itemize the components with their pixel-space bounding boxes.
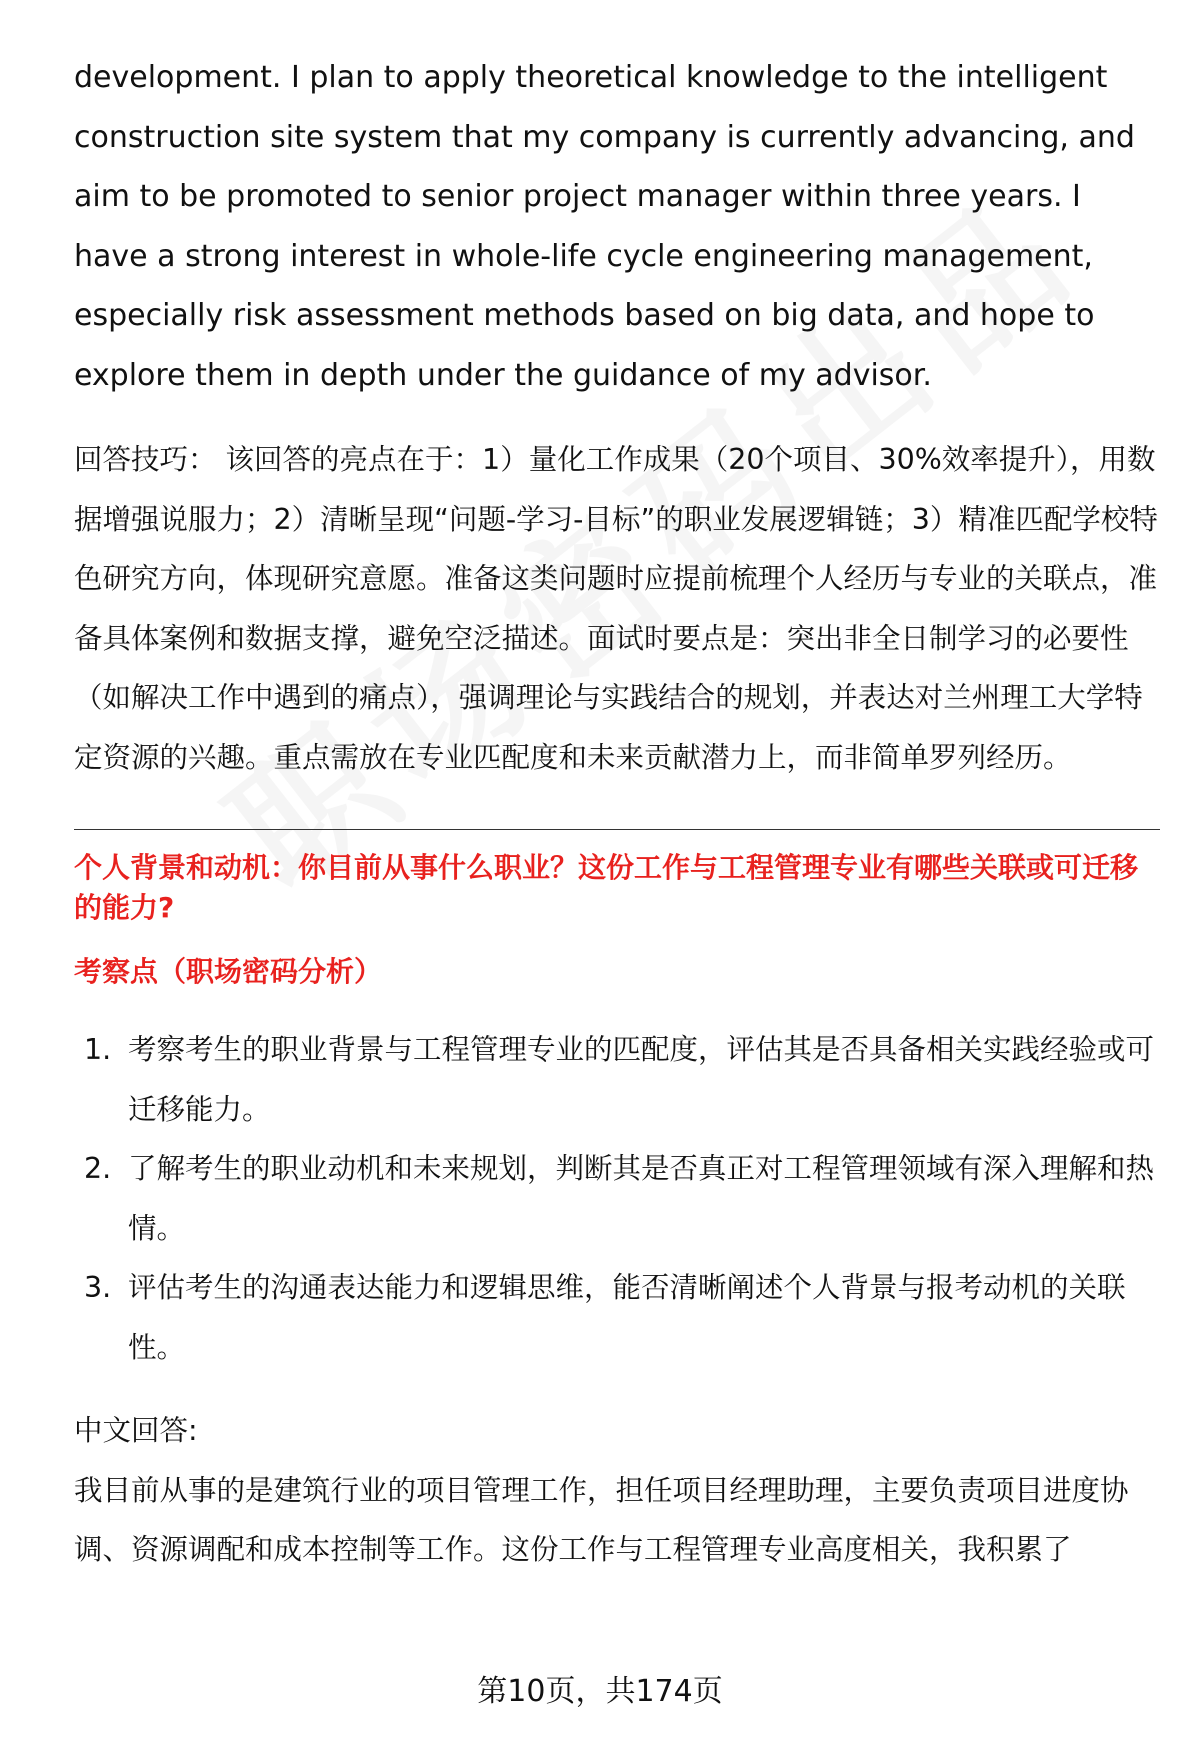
list-item-text: 考察考生的职业背景与工程管理专业的匹配度，评估其是否具备相关实践经验或可迁移能力。 [128,1033,1155,1126]
list-item-text: 评估考生的沟通表达能力和逻辑思维，能否清晰阐述个人背景与报考动机的关联性。 [128,1271,1126,1364]
page-content [74,48,1160,1580]
answer-tip-paragraph: 回答技巧： 该回答的亮点在于：1）量化工作成果（20个项目、30%效率提升），用数据增强说服力；2）清晰呈现“问题-学习-目标”的职业发展逻辑链；3）精准匹配学校特色研究方向，体现研究意愿。准备这类问题时应提前梳理个人经历与专业的关联点，准备具体案例和数据支撑，避免空泛描述。面试时要点是：突出非全日制学习的必要性（如解决工作中遇到的痛点），强调理论与实践结合的规划，并表达对兰州理工大学特定资源的兴趣。重点需放在专业匹配度和未来贡献潜力上，而非简单罗列经历。 [74,443,1158,774]
answer-label: 中文回答: [74,1414,198,1447]
list-item-text: 了解考生的职业动机和未来规划，判断其是否真正对工程管理领域有深入理解和热情。 [128,1152,1155,1245]
points-list [74,1020,1160,1377]
list-item [74,1258,1160,1377]
points-title: 考察点（职场密码分析） [74,955,383,988]
list-item [74,1020,1160,1139]
intro-paragraph: development. I plan to apply theoretical knowledge to the intelligent construction site system that my company is currently advancing, and aim to be promoted to senior project manager within three years. I have a strong interest in whole-life cycle engineering management, especially risk assessment methods based on big data, and hope to explore them in depth under the guidance of my advisor. [74,60,1135,393]
question-heading: 个人背景和动机：你目前从事什么职业？这份工作与工程管理专业有哪些关联或可迁移的能力? [74,851,1139,924]
list-number: 3. [84,1271,112,1304]
page-footer: 第10页，共174页 [477,1674,723,1709]
list-number: 2. [84,1152,112,1185]
list-item [74,1139,1160,1258]
section-divider [74,829,1160,830]
answer-paragraph: 我目前从事的是建筑行业的项目管理工作，担任项目经理助理，主要负责项目进度协调、资源调配和成本控制等工作。这份工作与工程管理专业高度相关，我积累了 [74,1473,1129,1566]
list-number: 1. [84,1033,112,1066]
